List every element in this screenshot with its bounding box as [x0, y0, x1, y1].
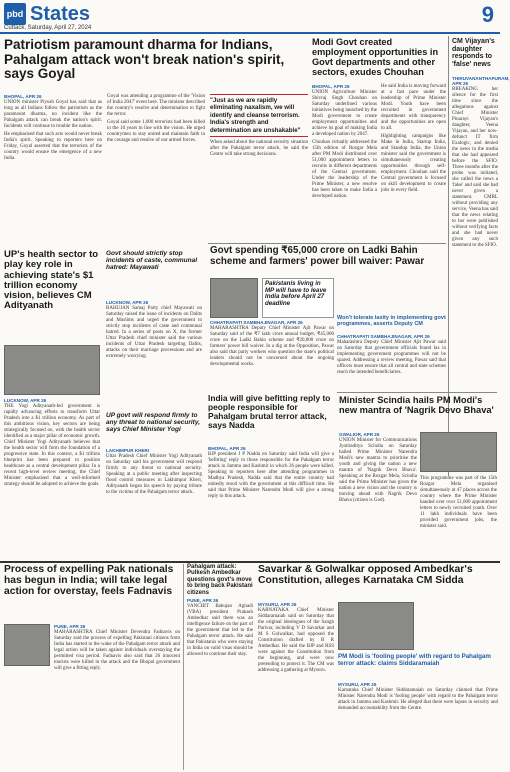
headline: Patriotism paramount dharma for Indians, Pahalgam attack won't break nation's spirit, says Goyal [4, 37, 285, 82]
article-cm-vijayan-headline-block [452, 38, 498, 74]
article-up-health-headline-block [4, 250, 100, 342]
article-text: UNION Minister for Communications Jyotiraditya Scindia on Saturday hailed Prime Minister Narendra Modi's new mantra to prioritise the youth and giving the nation a new mantra of 'Nagrik Devo Bhava'. Speaking at the Rozgar Mela, Scindia said the Prime Minister has given the nation a new vision and the country is moving ahead with Nagrik Devo Bhava (citizen is God). [339, 438, 417, 503]
photo-siddaramaiah [338, 602, 414, 650]
pull-quote: "Just as we are rapidly eliminating naxalism, we will identify and cleanse terrorism. India's strength and determination are unshakable" [210, 94, 308, 137]
article-text: He said India is moving forward at a fast pace under the leadership of Prime Minister Modi. Youth have been recruited in government departments with transparency and the opportunities are open to all. [381, 84, 446, 131]
dateline: Cuttack, Saturday, April 27, 2024 [4, 25, 92, 31]
photo-ajit-pawar [210, 278, 258, 318]
headline: Process of expelling Pak nationals has begun in India; will take legal action for overstay, feels Fadnavis [4, 564, 174, 598]
article-modi-govt-headline-block [312, 38, 446, 82]
article-text: Maharashtra Deputy Chief Minister Ajit Pawar said on Saturday that government officials found lax in implementing government programmes will not be spared. Addressing a review meeting, Pawar said that officers must ensure that all central and state schemes reach the intended beneficiaries. [337, 340, 446, 375]
article-text: BJP president J P Nadda on Saturday said India will give a 'befitting' reply to those responsible for the Pahalgam terror attack in Jammu and Kashmir in which 26 people were killed. Speaking to reporters here after attending programmes in Madhya Pradesh, Nadda said that the entire country had unitedly stood with the government at this difficult time. He said that Prime Minister Narendra Modi will give a strong reply to this attack. [208, 452, 334, 499]
article-text: UNION minister Piyush Goyal has said that as long as all Indians follow the patriotism as the paramount dharma, no incident like the Pahalgam attack can break the nation's spirit. Incidents will continue to trouble the nation. [4, 100, 102, 129]
article-ladki-bahin-body [210, 320, 334, 390]
article-deputy-cm-headline-block [337, 316, 446, 332]
byline: LAKHIMPUR KHERI [106, 448, 150, 453]
headline: CM Vijayan's daughter responds to 'false' news [452, 38, 495, 68]
headline: UP govt will respond firmly to any threat to national security, says Chief Minister Yogi [106, 412, 201, 434]
article-text: Uttar Pradesh Chief Minister Yogi Adityanath on Saturday said his government will respond firmly to any threat to national security. Speaking at a public meeting after inspecting flood control measures in Lakhimpur Kheri, Adityanath began his speech by paying tribute to the victims of the Pahalgam terror attack. [106, 454, 202, 495]
headline: Modi Govt created employment opportunities in Govt departments and other sectors, exudes Chouhan [312, 37, 439, 77]
article-scindia-body [339, 432, 417, 558]
byline: PUNE, APR 26 [187, 598, 219, 604]
article-text: THE Yogi Adityanath-led government is rapidly advancing efforts to transform Uttar Pradesh into a $1 trillion economy. As part of this ambitious vision, key sectors are being strategically focused on, with the health sector identified as a major pillar of economic growth. Chief Minister Yogi Adityanath believes that the health sector will form the foundation of a progressive state. In this context, a $1 trillion blueprint has been prepared to position healthcare as a central development pillar. In a recent high-level review meeting, the Chief Minister emphasised that a well-informed strategy should be adopted to achieve the goals. [4, 404, 100, 487]
section-title: States [30, 3, 91, 25]
article-ladki-bahin-headline-block [210, 246, 446, 276]
article-text: MAHARASHTRA Deputy Chief Minister Ajit Pawar on Saturday said of the ₹7 lakh crore annual budget, ₹45,000 crore on the Ladki Bahin scheme and ₹20,000 crore on farmers' power bill waiver. In a dig at the Opposition, Pawar also said that party workers who question the state's political leaders should not be concerned about the ongoing developmental works. [210, 326, 334, 367]
article-fadnavis-body [54, 624, 180, 770]
article-pakistanis-mp-headline-block [262, 278, 334, 318]
article-siddaramaiah-headline-block [338, 654, 498, 680]
article-yogi-body [106, 448, 202, 558]
article-text: Karnataka Chief Minister Siddaramaiah on Saturday claimed that Prime Minister Narendra Modi is 'fooling people' with regard to the Pahalgam terror attack in Jammu and Kashmir. He alleged that there were lapses in security and demanded accountability from the Centre. [338, 688, 498, 711]
article-fadnavis-headline-block [4, 564, 180, 622]
headline: Pahalgam attack: Pulkesh Ambedkar questions govt's move to bring back Pakistani citizens [187, 564, 253, 596]
article-patriotism-headline-block [4, 38, 308, 92]
byline: THIRUVANANTHAPURAM, APR 26 [452, 76, 510, 86]
article-text: VANCHIT Bahujan Aghadi (VBA) president Prakash Ambedkar said there was an intelligence failure on the part of the government that led to the Pahalgam terror attack. He said that Pakistanis who were staying in India on valid visas should be allowed to continue their stay. [187, 604, 253, 658]
byline: CHHATRAPATI SAMBHAJINAGAR, APR 26 [337, 334, 430, 339]
article-scindia-body-2 [420, 476, 497, 558]
article-text: He emphasised that such acts would never break India's spirit. Speaking to reporters here on Friday, Goyal asserted that the terrorists of the country would ensure the emergence of a new India. [4, 132, 102, 161]
article-text: Chouhan virtually addressed the 15th edition of Rozgar Mela after PM Modi distributed over 51,000 appointment letters to recruits in different departments of the Central government. Under the leadership of the Prime Minister, a new resolve has been taken to make India a developed nation. [312, 140, 377, 199]
byline: MYSURU, APR 26 [258, 602, 297, 607]
article-text: Highlighting campaigns like Make in India, Startup India, and Standup India, the Union minister said the government is simultaneously creating opportunities through self-employment. Chouhan said the Central government is focused on skill development to create jobs in every field. [381, 134, 446, 193]
byline: LUCKNOW, APR 26 [4, 398, 47, 403]
article-text: BAHUJAN Samaj Party chief Mayawati on Saturday raised the issue of incidents on Dalits and Muslims and urged the government to strictly stop incidents of caste and communal hatred. In a series of posts on X, the former Uttar Pradesh chief minister said the various incidents of Uttar Pradesh targeting Dalits, attacks on their marriage processions and are extremely worrying. [106, 306, 202, 359]
article-text: BREAKING her silence for the first time since the allegations against Chief Minister Pinarayi Vijayan's daughter, Veena Vijayan, and her now-defunct IT firm Exalogic, and denied the news in the media that she had appeared before the SFIO. Three months after the probe was initiated, she called the news a 'false' and said she had never given a statement. CMRL without providing any service, Veena has said that the news relating to her were published without verifying facts and she had never given any such statement to the SFIO. [452, 87, 499, 248]
section-divider [337, 392, 497, 393]
article-savarkar-headline-block [258, 564, 498, 600]
photo-adityanath [4, 345, 100, 395]
byline: BHOPAL, APR 26 [312, 84, 350, 89]
article-text: MAHARASHTRA Chief Minister Devendra Fadnavis on Saturday said the process of expelling Pakistani citizens from India has started in the wake of the Pahalgam terror attack and legal action will be taken against individuals overstaying the permitted visa period. Fadnavis also said that 26 innocent tourists were killed in the attack and the Bhopal government will give a fitting reply. [54, 630, 180, 671]
headline: UP's health sector to play key role in achieving state's $1 trillion economy vision, believes CM Adityanath [4, 249, 99, 312]
headline: PM Modi is 'fooling people' with regard to Pahalgam terror attack: claims Siddaramaiah [338, 653, 491, 667]
article-nadda-body [208, 446, 334, 558]
article-mayawati-body [106, 300, 202, 408]
headline: Won't tolerate laxity in implementing govt programmes, asserts Deputy CM [337, 315, 446, 327]
article-nadda-headline-block [208, 394, 334, 444]
byline: GWALIOR, APR 26 [339, 432, 380, 437]
newspaper-logo: pbd [4, 3, 26, 25]
article-text: UNION Agriculture Minister Shivraj Singh Chouhan on Saturday underlined various initiatives being launched by the Modi government to create employment opportunities and achieve its goal of making India a developed nation by 2047. [312, 90, 377, 137]
headline: Minister Scindia hails PM Modi's new mantra of 'Nagrik Devo Bhava' [339, 395, 494, 416]
article-text: Goyal was attending a programme of the 'Vision of India 2047' event here. The minister described the country's resolve and determination to fight the terror. [107, 94, 205, 117]
byline: MYSURU, APR 26 [338, 682, 377, 687]
article-scindia-headline-block [339, 395, 497, 429]
photo-scindia [420, 432, 497, 472]
section-divider [208, 243, 446, 244]
article-savarkar-body [258, 602, 334, 770]
article-up-health-body [4, 398, 100, 558]
byline: CHHATRAPATI SAMBHAJINAGAR, APR 26 [210, 320, 303, 325]
byline: BHOPAL, APR 26 [4, 94, 42, 99]
article-ambedkar-sidebox [183, 564, 253, 770]
headline: Pakistanis living in MP will have to leave India before April 27 deadline [265, 280, 327, 308]
article-text: When asked about the national security situation after the Pahalgam terror attack, he said the Centre will take strong decisions. [210, 140, 308, 158]
article-deputy-cm-body [337, 334, 446, 390]
headline: Savarkar & Golwalkar opposed Ambedkar's Constitution, alleges Karnataka CM Sidda [258, 564, 473, 587]
photo-fadnavis [4, 624, 50, 666]
byline: PUNE, APR 26 [54, 624, 86, 629]
headline: India will give befitting reply to people responsible for Pahalgam brutal terror attack, says Nadda [208, 393, 331, 431]
byline: LUCKNOW, APR 26 [106, 300, 149, 305]
byline: BHOPAL, APR 26 [208, 446, 246, 451]
article-yogi-headline-block [106, 412, 202, 446]
page-number: 9 [481, 2, 494, 27]
headline: Govt spending ₹65,000 crore on Ladki Bahin scheme and farmers' power bill waiver: Pawar [210, 245, 425, 267]
headline: Govt should strictly stop incidents of caste, communal hatred: Mayawati [106, 250, 198, 272]
masthead [0, 0, 500, 34]
article-modi-govt-body [312, 84, 446, 250]
article-text: Goyal said some 1,000 terrorists had been killed in the 10 years in line with the vision. He urged countrymen to stay united and maintain faith in the courage and resolve of our armed forces. [107, 120, 205, 143]
section-divider [0, 561, 500, 563]
article-text: This programme was part of the 15th Rozgar Mela organised simultaneously at 47 places across the country where the Prime Minister handed over over 51,000 appointment letters to newly recruited youth. Over 11 lakh individuals have been provided government jobs, the minister said. [420, 476, 497, 529]
article-text: KARNATAKA Chief Minister Siddaramaiah said on Saturday that the original ideologues of the Sangh Parivar, including V D Savarkar and M S Golwalkar, had opposed the Constitution drafted by B R Ambedkar. He said the BJP and RSS were against the Constitution from the beginning, and were now pretending to protect it. The CM was addressing a gathering at Mysuru. [258, 608, 334, 673]
article-siddaramaiah-body [338, 682, 498, 770]
